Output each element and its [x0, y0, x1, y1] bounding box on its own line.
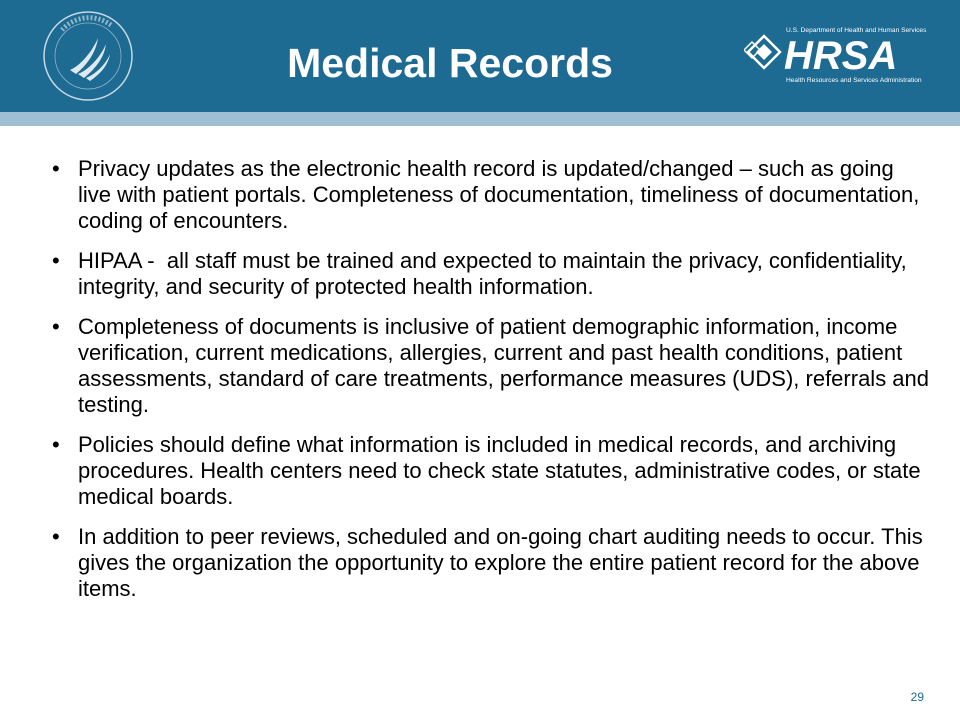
bullet-item [52, 432, 932, 510]
bullet-text: In addition to peer reviews, scheduled and on-going chart auditing needs to occur. This gives the organization the opportunity to explore the entire patient record for the above items. [78, 524, 923, 601]
hrsa-emblem-icon [744, 36, 780, 68]
bullet-text: Policies should define what information is included in medical records, and archiving procedures. Health centers need to check state statutes, administrative codes, or state medical boards. [78, 432, 921, 509]
hrsa-top-text: U.S. Department of Health and Human Services [786, 27, 927, 34]
bullet-item [52, 314, 932, 418]
slide-title: Medical Records [287, 40, 613, 86]
bullet-list [52, 156, 932, 616]
bullet-item [52, 248, 932, 300]
hrsa-bottom-text: Health Resources and Services Administration [786, 77, 922, 84]
bullet-icon: • [52, 156, 60, 181]
bullet-text: HIPAA - all staff must be trained and expected to maintain the privacy, confidentiality, integrity, and security of protected health information. [78, 248, 913, 299]
bullet-icon: • [52, 432, 60, 457]
hrsa-wordmark: HRSA [784, 34, 898, 78]
hrsa-logo [744, 22, 934, 90]
bullet-item [52, 524, 932, 602]
bullet-item [52, 156, 932, 234]
bullet-icon: • [52, 524, 60, 549]
page-number: 29 [910, 690, 924, 704]
bullet-text: Completeness of documents is inclusive of patient demographic information, income verification, current medications, allergies, current and past health conditions, patient assessments, standard of care treatments, performance measures (UDS), referrals and testing. [78, 314, 930, 417]
bullet-icon: • [52, 314, 60, 339]
header-rule [0, 112, 960, 126]
bullet-icon: • [52, 248, 60, 273]
bullet-text: Privacy updates as the electronic health record is updated/changed – such as going live with patient portals. Completeness of documentation, timeliness of documentation, coding of encounters. [78, 156, 920, 233]
